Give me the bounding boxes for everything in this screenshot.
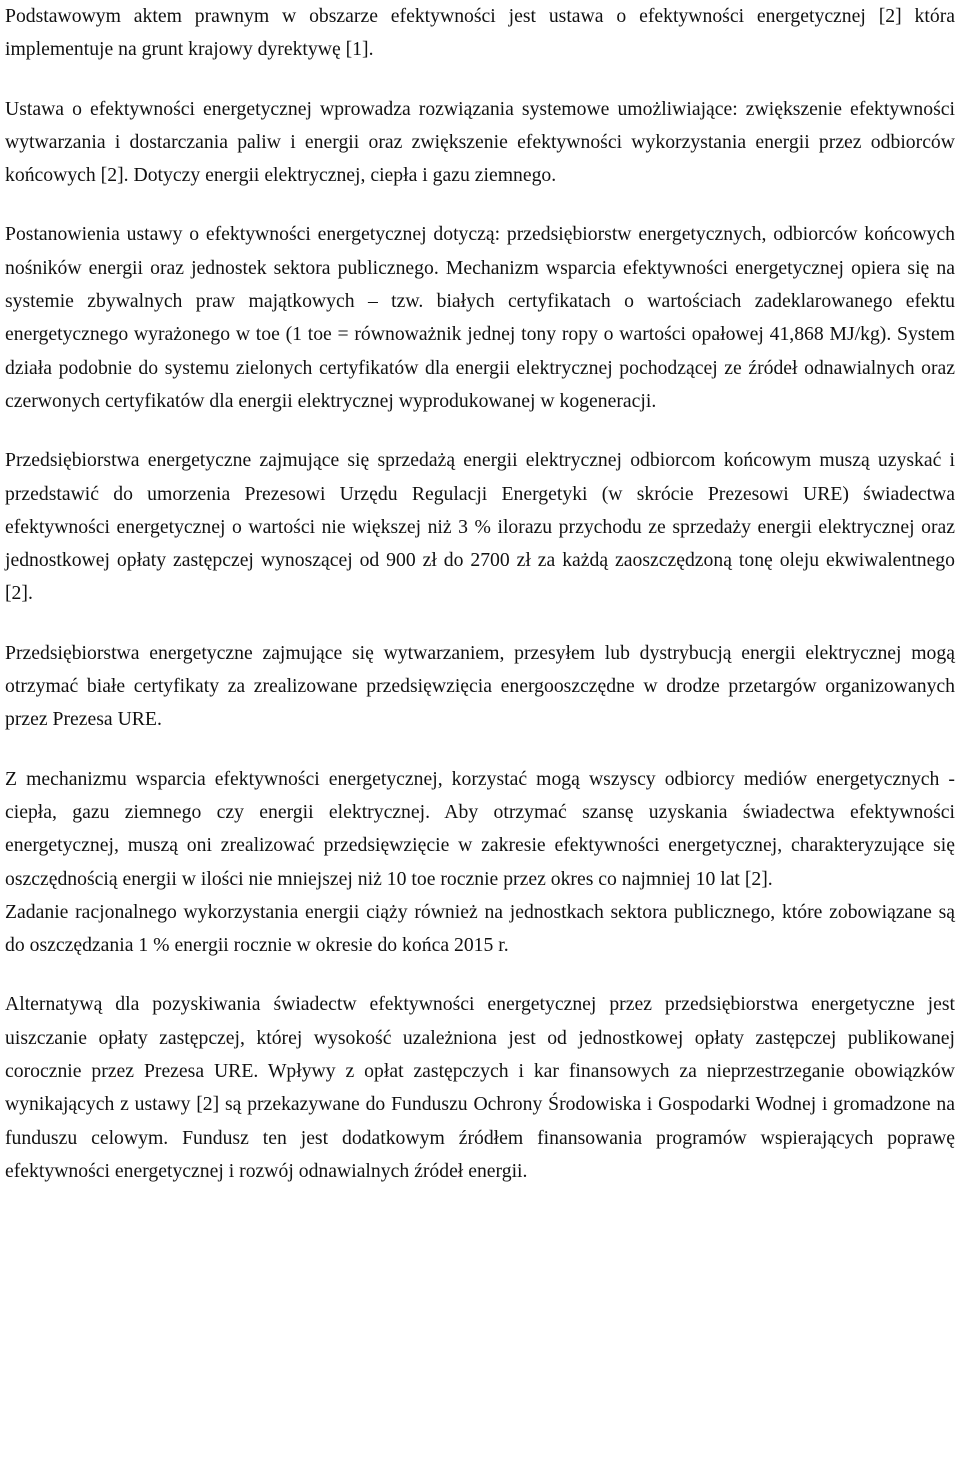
paragraph-white-certificates: Postanowienia ustawy o efektywności energetycznej dotyczą: przedsiębiorstw energetycznych, odbiorców końcowych nośników energii oraz jednostek sektora publicznego. Mechanizm wsparcia efektywności energetycznej opiera się na systemie zbywalnych praw majątkowych – tzw. białych certyfikatach o wartościach zadeklarowanego efektu energetycznego wyrażonego w toe (1 toe = równoważnik jednej tony ropy o wartości opałowej 41,868 MJ/kg). System działa podobnie do systemu zielonych certyfikatów dla energii elektrycznej pochodzącej ze źródeł odnawialnych oraz czerwonych certyfikatów dla energii elektrycznej wyprodukowanej w kogeneracji.: [5, 223, 955, 412]
paragraph-energy-sellers-obligation: Przedsiębiorstwa energetyczne zajmujące się sprzedażą energii elektrycznej odbiorcom końcowym muszą uzyskać i przedstawić do umorzenia Prezesowi Urzędu Regulacji Energetyki (w skrócie Prezesowi URE) świadectwa efektywności energetycznej o wartości nie większej niż 3 % ilorazu przychodu ze sprzedaży energii elektrycznej oraz jednostkowej opłaty zastępczej wynoszącej od 900 zł do 2700 zł za każdą zaoszczędzoną tonę oleju ekwiwalentnego [2].: [5, 449, 955, 605]
document-page: [5, 0, 955, 1188]
paragraph-legal-basis: Podstawowym aktem prawnym w obszarze efektywności jest ustawa o efektywności energetycznej [2] która implementuje na grunt krajowy dyrektywę [1].: [5, 5, 955, 61]
paragraph-spacer: [5, 737, 955, 763]
paragraph-spacer: [5, 962, 955, 988]
paragraph-energy-producers: Przedsiębiorstwa energetyczne zajmujące się wytwarzaniem, przesyłem lub dystrybucją energii elektrycznej mogą otrzymać białe certyfikaty za zrealizowane przedsięwzięcia energooszczędne w drodze przetargów organizowanych przez Prezesa URE.: [5, 641, 955, 731]
paragraph-support-mechanism: Z mechanizmu wsparcia efektywności energetycznej, korzystać mogą wszyscy odbiorcy mediów energetycznych - ciepła, gazu ziemnego czy energii elektrycznej. Aby otrzymać szansę uzyskania świadectwa efektywności energetycznej, muszą oni zrealizować przedsięwzięcie w zakresie efektywności energetycznej, charakteryzujące się oszczędnością energii w ilości nie mniejszej niż 10 toe rocznie przez okres co najmniej 10 lat [2].: [5, 767, 955, 890]
paragraph-public-sector: Zadanie racjonalnego wykorzystania energii ciąży również na jednostkach sektora publicznego, które zobowiązane są do oszczędzania 1 % energii rocznie w okresie do końca 2015 r.: [5, 900, 955, 957]
paragraph-substitute-fee: Alternatywą dla pozyskiwania świadectw efektywności energetycznej przez przedsiębiorstwa energetyczne jest uiszczanie opłaty zastępczej, której wysokość uzależniona jest od jednostkowej opłaty zastępczej publikowanej corocznie przez Prezesa URE. Wpływy z opłat zastępczych i kar finansowych za nieprzestrzeganie obowiązków wynikających z ustawy [2] są przekazywane do Funduszu Ochrony Środowiska i Gospodarki Wodnej i gromadzone na funduszu celowym. Fundusz ten jest dodatkowym źródłem finansowania programów wspierających poprawę efektywności energetycznej i rozwój odnawialnych źródeł energii.: [5, 993, 955, 1182]
paragraph-spacer: [5, 611, 955, 637]
paragraph-act-solutions: Ustawa o efektywności energetycznej wprowadza rozwiązania systemowe umożliwiające: zwiększenie efektywności wytwarzania i dostarczania paliw i energii oraz zwiększenie efektywności wykorzystania energii przez odbiorców końcowych [2]. Dotyczy energii elektrycznej, ciepła i gazu ziemnego.: [5, 97, 955, 187]
paragraph-spacer: [5, 67, 955, 93]
paragraph-spacer: [5, 192, 955, 218]
paragraph-spacer: [5, 418, 955, 444]
